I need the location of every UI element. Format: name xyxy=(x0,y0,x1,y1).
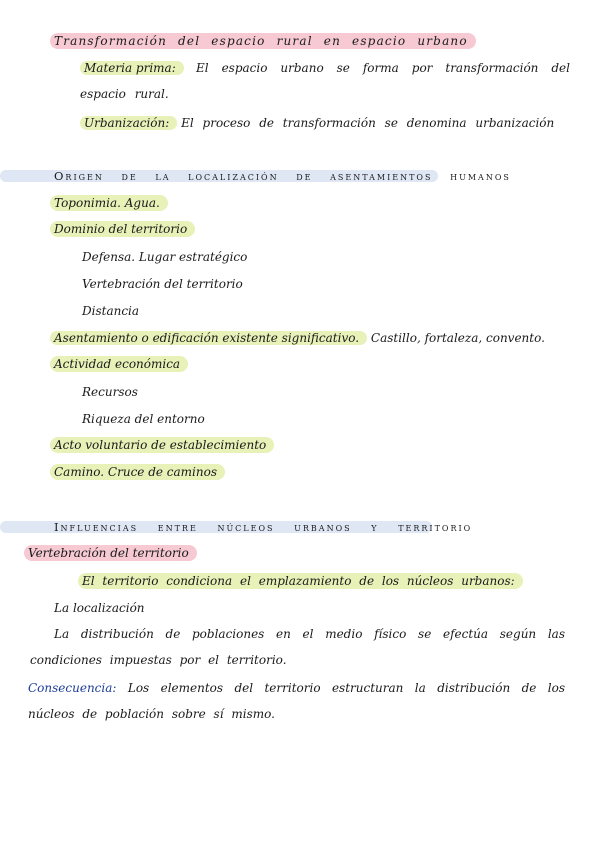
asentamiento-examples: Castillo, fortaleza, convento. xyxy=(370,331,545,345)
section3-statement: El territorio condiciona el emplazamiento de los núcleos urbanos: xyxy=(78,573,523,589)
distribucion-text: La distribución de poblaciones en el medio físico se efectúa según las condiciones impuestas por el territorio. xyxy=(30,627,565,667)
urbanizacion-label: Urbanización: xyxy=(80,116,177,130)
item-camino: Camino. Cruce de caminos xyxy=(50,464,225,480)
item-defensa: Defensa. Lugar estratégico xyxy=(82,250,248,264)
item-riqueza: Riqueza del entorno xyxy=(82,412,205,426)
consecuencia-label: Consecuencia: xyxy=(28,681,117,695)
urbanizacion-line xyxy=(80,115,554,131)
item-vertebracion: Vertebración del territorio xyxy=(82,277,243,291)
localizacion-heading: La localización xyxy=(54,601,145,615)
section3-subtitle: Vertebración del territorio xyxy=(24,545,197,561)
consecuencia-paragraph xyxy=(28,675,565,727)
item-asentamiento: Asentamiento o edificación existente significativo. xyxy=(50,331,367,345)
materia-label: Materia prima: xyxy=(80,61,184,75)
item-toponimia: Toponimia. Agua. xyxy=(50,195,168,211)
item-distancia: Distancia xyxy=(82,304,140,318)
asentamiento-line xyxy=(50,330,545,346)
section1-title: Transformación del espacio rural en espacio urbano xyxy=(50,33,476,49)
item-dominio: Dominio del territorio xyxy=(50,221,195,237)
item-actividad: Actividad económica xyxy=(50,356,188,372)
item-recursos: Recursos xyxy=(82,385,138,399)
item-acto: Acto voluntario de establecimiento xyxy=(50,437,274,453)
materia-text: El espacio urbano se forma por transformación del espacio rural. xyxy=(80,61,570,101)
consecuencia-text: Los elementos del territorio estructuran la distribución de los núcleos de población sobre sí mismo. xyxy=(28,681,565,721)
urbanizacion-text: El proceso de transformación se denomina urbanización xyxy=(181,116,555,130)
section2-title: Origen de la localización de asentamientos humanos xyxy=(54,169,511,183)
section3-title: Influencias entre núcleos urbanos y territorio xyxy=(54,520,473,534)
